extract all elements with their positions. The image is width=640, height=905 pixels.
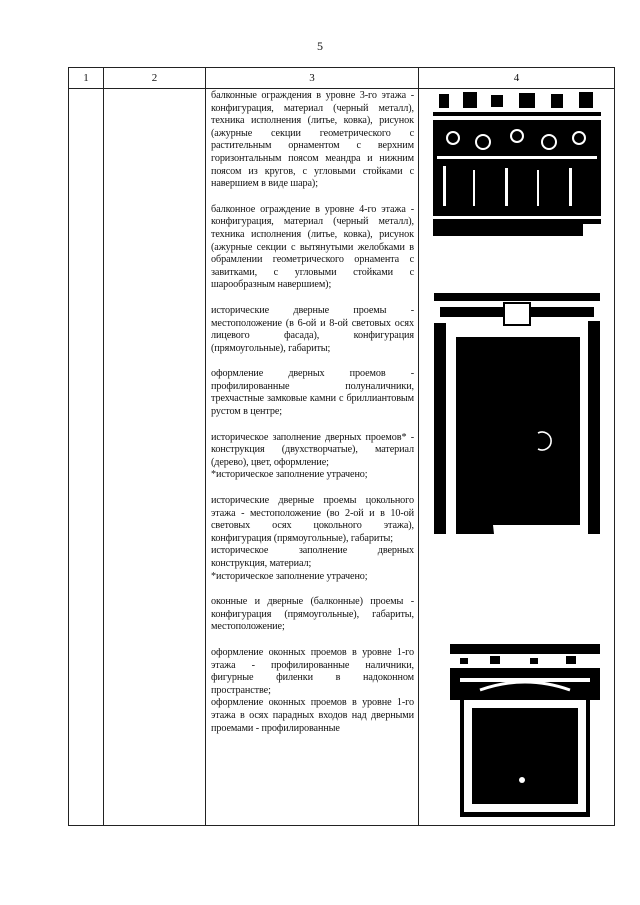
cell-photos (419, 89, 615, 826)
para-window-entrance-decoration: оформление оконных проемов в уровне 1-го этажа в осях парадных входов над дверными проемами - профилированные (211, 697, 414, 734)
door-photo (434, 293, 600, 534)
heritage-table (68, 67, 615, 826)
para-balcony-4th-floor: балконное ограждение в уровне 4-го этажа - конфигурация, материал (черный металл), техника исполнения (литье, ковка), рисунок (ажурные секции с вытянутыми желобками в обрамлении геометрического орнамента с завитками, с угловыми стойками с шарообразным навершием); (211, 203, 414, 291)
para-window-openings: оконные и дверные (балконные) проемы - конфигурация (прямоугольные), габариты, местоположение; (211, 596, 414, 633)
para-note-lost-1: *историческое заполнение утрачено; (211, 469, 368, 481)
page-number: 5 (317, 39, 323, 53)
para-window-decoration: оформление оконных проемов в уровне 1-го этажа - профилированные наличники, фигурные филенки в надоконном пространстве; (211, 646, 414, 696)
header-col-3: 3 (206, 68, 419, 89)
cell-col-2 (104, 89, 206, 826)
cell-col-1 (69, 89, 104, 826)
para-door-openings: исторические дверные проемы - местоположение (в 6-ой и 8-ой световых осях лицевого фасада), конфигурация (прямоугольные), габариты; (211, 304, 414, 354)
window-photo (450, 644, 600, 817)
para-basement-filling: историческое заполнение дверных конструкция, материал; (211, 545, 414, 569)
para-basement-doors: исторические дверные проемы цокольного этажа - местоположение (во 2-ой и в 10-ой световых осях цокольного этажа), конфигурация (прямоугольные), габариты; (211, 495, 414, 544)
table-row (69, 89, 615, 826)
cell-description (206, 89, 419, 826)
para-note-lost-2: *историческое заполнение утрачено; (211, 570, 368, 582)
header-col-2: 2 (104, 68, 206, 89)
balcony-photo (433, 90, 601, 236)
header-col-1: 1 (69, 68, 104, 89)
header-col-4: 4 (419, 68, 615, 89)
para-door-decoration: оформление дверных проемов - профилированные полуналичники, трехчастные замковые камни с бриллиантовым рустом в центре; (211, 368, 414, 418)
para-door-filling: историческое заполнение дверных проемов* - конструкция (двухстворчатые), материал (дерево), цвет, оформление; (211, 431, 414, 468)
header-row (69, 68, 615, 89)
para-balcony-3rd-floor: балконные ограждения в уровне 3-го этажа - конфигурация, материал (черный металл), техника исполнения (литье, ковка), рисунок (ажурные секции геометрического с растительным орнаментом с верхним горизонтальным поясом меандра и нижним поясом из кругов, с угловыми стойками с навершием в виде шара); (211, 90, 414, 190)
